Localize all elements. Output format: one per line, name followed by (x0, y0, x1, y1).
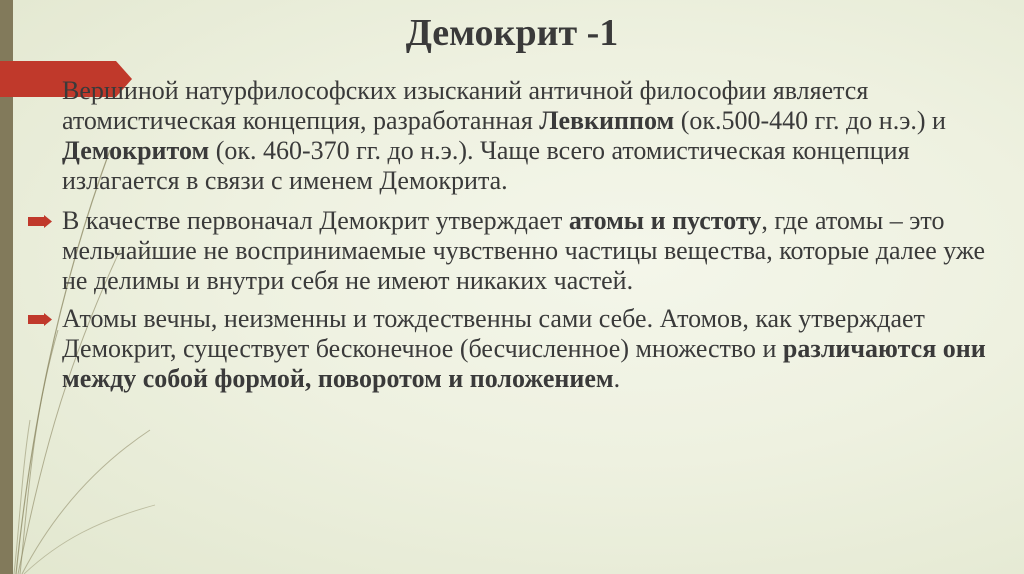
bold-term-differences: различаются они между собой формой, поворотом и положением (62, 334, 986, 393)
bold-term-levkipp: Левкиппом (539, 106, 675, 135)
paragraph-text: (ок.500-440 гг. до н.э.) и (674, 106, 946, 135)
paragraph-text: . (613, 364, 621, 393)
paragraph-text: В качестве первоначал Демокрит утверждает (62, 206, 569, 235)
paragraph-text: Вершиной натурфилософских изысканий античной философии является атомистическая концепция, разработанная (62, 76, 869, 135)
paragraph-text: Атомы вечны, неизменны и тождественны сами себе. Атомов, как утверждает Демокрит, существует бесконечное (бесчисленное) множество и (62, 304, 925, 363)
arrow-bullet-icon (28, 313, 52, 326)
paragraph-text: (ок. 460-370 гг. до н.э.). Чаще всего атомистическая концепция излагается в связи с именем Демокрита. (62, 136, 910, 195)
paragraph-text: , где атомы – это мельчайшие не воспринимаемые чувственно частицы вещества, которые далее уже не делимы и внутри себя не имеют никаких частей. (62, 206, 986, 295)
paragraph-2 (28, 206, 1016, 296)
slide-content (28, 76, 1016, 402)
paragraph-1 (28, 76, 1016, 196)
slide-title: Демокрит -1 (405, 12, 619, 54)
arrow-bullet-icon (28, 215, 52, 228)
paragraph-3 (28, 304, 1016, 394)
bold-term-demokrit: Демокритом (62, 136, 210, 165)
bold-term-atoms-void: атомы и пустоту (568, 206, 762, 235)
